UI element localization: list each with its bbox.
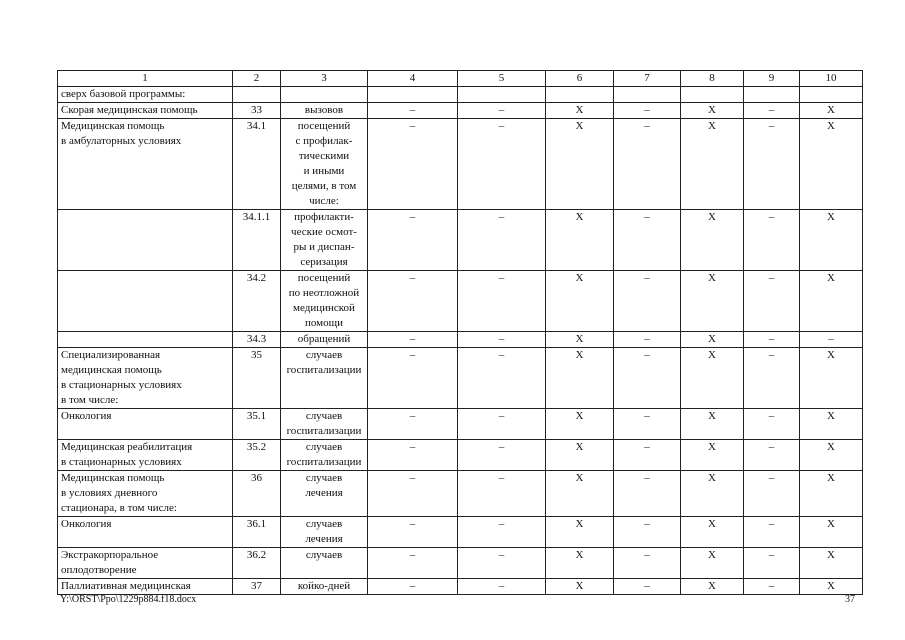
value-cell: –: [458, 440, 546, 471]
table-row: [58, 409, 863, 440]
value-cell: –: [744, 579, 800, 595]
table-row: [58, 517, 863, 548]
table-row: [58, 271, 863, 332]
value-cell: –: [614, 471, 681, 517]
header-cell-2: 2: [233, 71, 281, 87]
value-cell: –: [614, 579, 681, 595]
unit-cell: койко-дней: [281, 579, 368, 595]
unit-cell: посещений с профилак- тическими и иными целями, в том числе:: [281, 119, 368, 210]
value-cell: –: [614, 348, 681, 409]
value-cell: Х: [800, 471, 863, 517]
value-cell: [614, 87, 681, 103]
table-row: [58, 210, 863, 271]
row-number-cell: 34.1.1: [233, 210, 281, 271]
value-cell: –: [368, 579, 458, 595]
value-cell: Х: [546, 103, 614, 119]
value-cell: –: [368, 271, 458, 332]
unit-cell: обращений: [281, 332, 368, 348]
table-row: [58, 103, 863, 119]
value-cell: –: [368, 409, 458, 440]
value-cell: –: [614, 271, 681, 332]
unit-cell: случаев: [281, 548, 368, 579]
value-cell: Х: [800, 210, 863, 271]
value-cell: –: [368, 348, 458, 409]
value-cell: –: [614, 440, 681, 471]
value-cell: Х: [546, 119, 614, 210]
row-label-cell: Онкология: [58, 517, 233, 548]
unit-cell: [281, 87, 368, 103]
value-cell: –: [458, 332, 546, 348]
value-cell: –: [614, 103, 681, 119]
row-label-cell: Медицинская помощь в амбулаторных условиях: [58, 119, 233, 210]
row-number-cell: 36.2: [233, 548, 281, 579]
value-cell: –: [744, 517, 800, 548]
value-cell: [744, 87, 800, 103]
value-cell: –: [458, 210, 546, 271]
value-cell: –: [368, 548, 458, 579]
value-cell: –: [744, 119, 800, 210]
value-cell: Х: [546, 271, 614, 332]
value-cell: –: [614, 548, 681, 579]
value-cell: –: [614, 409, 681, 440]
footer-file-path: Y:\ORST\Ppo\1229p884.f18.docx: [60, 594, 197, 605]
unit-cell: случаев госпитализации: [281, 440, 368, 471]
row-label-cell: Медицинская помощь в условиях дневного стационара, в том числе:: [58, 471, 233, 517]
value-cell: –: [458, 548, 546, 579]
value-cell: –: [744, 348, 800, 409]
row-number-cell: [233, 87, 281, 103]
value-cell: –: [458, 348, 546, 409]
value-cell: Х: [800, 440, 863, 471]
value-cell: Х: [681, 332, 744, 348]
unit-cell: случаев госпитализации: [281, 409, 368, 440]
value-cell: Х: [546, 579, 614, 595]
value-cell: –: [614, 119, 681, 210]
value-cell: –: [458, 409, 546, 440]
row-label-cell: Медицинская реабилитация в стационарных условиях: [58, 440, 233, 471]
value-cell: Х: [546, 348, 614, 409]
value-cell: [368, 87, 458, 103]
header-cell-4: 4: [368, 71, 458, 87]
value-cell: [546, 87, 614, 103]
value-cell: Х: [546, 409, 614, 440]
table-row: [58, 332, 863, 348]
unit-cell: посещений по неотложной медицинской помощи: [281, 271, 368, 332]
value-cell: –: [368, 517, 458, 548]
value-cell: –: [458, 471, 546, 517]
row-number-cell: 34.3: [233, 332, 281, 348]
row-number-cell: 35.2: [233, 440, 281, 471]
value-cell: –: [458, 517, 546, 548]
value-cell: –: [368, 119, 458, 210]
header-cell-1: 1: [58, 71, 233, 87]
value-cell: –: [368, 332, 458, 348]
header-cell-5: 5: [458, 71, 546, 87]
value-cell: Х: [800, 409, 863, 440]
value-cell: Х: [681, 119, 744, 210]
value-cell: Х: [681, 103, 744, 119]
value-cell: –: [744, 409, 800, 440]
value-cell: –: [744, 548, 800, 579]
row-label-cell: [58, 210, 233, 271]
table-row: [58, 440, 863, 471]
table-row: [58, 548, 863, 579]
row-label-cell: Скорая медицинская помощь: [58, 103, 233, 119]
header-cell-3: 3: [281, 71, 368, 87]
value-cell: –: [614, 210, 681, 271]
value-cell: –: [614, 332, 681, 348]
value-cell: Х: [681, 440, 744, 471]
table-row: [58, 579, 863, 595]
row-number-cell: 36: [233, 471, 281, 517]
row-number-cell: 34.2: [233, 271, 281, 332]
row-number-cell: 37: [233, 579, 281, 595]
data-table: [57, 70, 863, 595]
value-cell: Х: [681, 548, 744, 579]
value-cell: Х: [681, 579, 744, 595]
table-row: [58, 471, 863, 517]
value-cell: Х: [800, 548, 863, 579]
value-cell: –: [368, 471, 458, 517]
value-cell: –: [744, 471, 800, 517]
unit-cell: случаев госпитализации: [281, 348, 368, 409]
value-cell: Х: [681, 210, 744, 271]
value-cell: Х: [681, 271, 744, 332]
value-cell: Х: [800, 103, 863, 119]
value-cell: Х: [546, 332, 614, 348]
value-cell: –: [458, 103, 546, 119]
value-cell: –: [458, 271, 546, 332]
value-cell: [800, 87, 863, 103]
value-cell: Х: [546, 517, 614, 548]
unit-cell: случаев лечения: [281, 471, 368, 517]
header-row: [58, 71, 863, 87]
value-cell: –: [368, 103, 458, 119]
row-number-cell: 36.1: [233, 517, 281, 548]
row-number-cell: 34.1: [233, 119, 281, 210]
value-cell: –: [458, 119, 546, 210]
value-cell: Х: [800, 271, 863, 332]
value-cell: –: [744, 332, 800, 348]
value-cell: Х: [681, 471, 744, 517]
row-label-cell: Онкология: [58, 409, 233, 440]
header-cell-10: 10: [800, 71, 863, 87]
value-cell: –: [744, 103, 800, 119]
value-cell: Х: [800, 119, 863, 210]
row-label-cell: [58, 332, 233, 348]
row-number-cell: 35: [233, 348, 281, 409]
row-label-cell: сверх базовой программы:: [58, 87, 233, 103]
row-number-cell: 35.1: [233, 409, 281, 440]
value-cell: Х: [800, 348, 863, 409]
row-label-cell: Паллиативная медицинская: [58, 579, 233, 595]
table-row: [58, 87, 863, 103]
value-cell: –: [744, 271, 800, 332]
value-cell: Х: [681, 517, 744, 548]
table-row: [58, 348, 863, 409]
value-cell: Х: [546, 548, 614, 579]
value-cell: –: [368, 440, 458, 471]
value-cell: Х: [681, 409, 744, 440]
row-label-cell: Экстракорпоральное оплодотворение: [58, 548, 233, 579]
value-cell: –: [458, 579, 546, 595]
value-cell: Х: [546, 210, 614, 271]
unit-cell: вызовов: [281, 103, 368, 119]
unit-cell: случаев лечения: [281, 517, 368, 548]
value-cell: Х: [681, 348, 744, 409]
value-cell: Х: [800, 517, 863, 548]
header-cell-7: 7: [614, 71, 681, 87]
value-cell: –: [744, 210, 800, 271]
footer-page-number: 37: [845, 594, 855, 605]
value-cell: –: [368, 210, 458, 271]
unit-cell: профилакти- ческие осмот- ры и диспан- серизация: [281, 210, 368, 271]
header-cell-6: 6: [546, 71, 614, 87]
value-cell: –: [744, 440, 800, 471]
value-cell: –: [800, 332, 863, 348]
row-label-cell: [58, 271, 233, 332]
value-cell: –: [614, 517, 681, 548]
value-cell: [681, 87, 744, 103]
value-cell: Х: [546, 440, 614, 471]
row-number-cell: 33: [233, 103, 281, 119]
header-cell-8: 8: [681, 71, 744, 87]
value-cell: [458, 87, 546, 103]
table-row: [58, 119, 863, 210]
value-cell: Х: [800, 579, 863, 595]
row-label-cell: Специализированная медицинская помощь в стационарных условиях в том числе:: [58, 348, 233, 409]
header-cell-9: 9: [744, 71, 800, 87]
value-cell: Х: [546, 471, 614, 517]
